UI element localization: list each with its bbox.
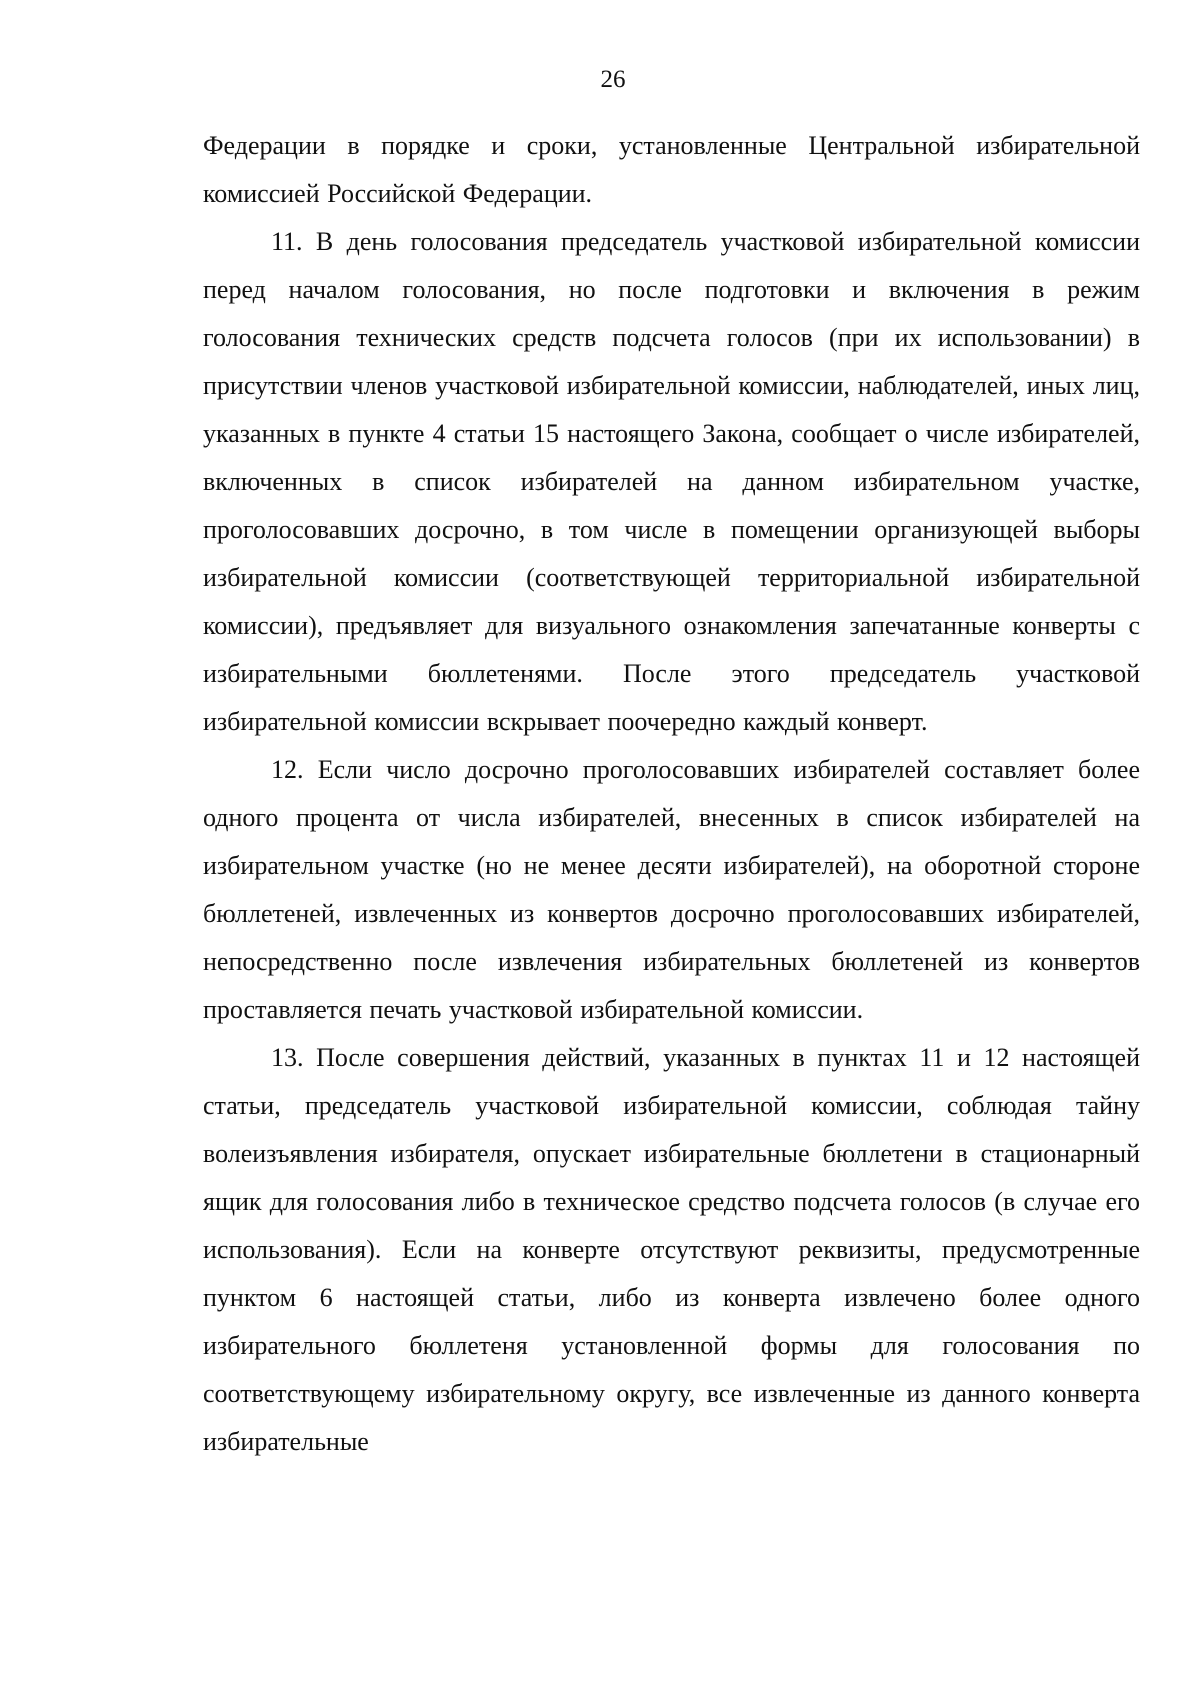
document-body: [203, 122, 1140, 1466]
paragraph-item-11: 11. В день голосования председатель участковой избирательной комиссии перед началом голосования, но после подготовки и включения в режим голосования технических средств подсчета голосов (при их использовании) в присутствии членов участковой избирательной комиссии, наблюдателей, иных лиц, указанных в пункте 4 статьи 15 настоящего Закона, сообщает о числе избирателей, включенных в список избирателей на данном избирательном участке, проголосовавших досрочно, в том числе в помещении организующей выборы избирательной комиссии (соответствующей территориальной избирательной комиссии), предъявляет для визуального ознакомления запечатанные конверты с избирательными бюллетенями. После этого председатель участковой избирательной комиссии вскрывает поочередно каждый конверт.: [203, 227, 1140, 736]
paragraph-item-13: 13. После совершения действий, указанных в пунктах 11 и 12 настоящей статьи, председатель участковой избирательной комиссии, соблюдая тайну волеизъявления избирателя, опускает избирательные бюллетени в стационарный ящик для голосования либо в техническое средство подсчета голосов (в случае его использования). Если на конверте отсутствуют реквизиты, предусмотренные пунктом 6 настоящей статьи, либо из конверта извлечено более одного избирательного бюллетеня установленной формы для голосования по соответствующему избирательному округу, все извлеченные из данного конверта избирательные: [203, 1043, 1140, 1456]
page-number: 26: [600, 66, 626, 93]
paragraph-item-12: 12. Если число досрочно проголосовавших избирателей составляет более одного процента от числа избирателей, внесенных в список избирателей на избирательном участке (но не менее десяти избирателей), на оборотной стороне бюллетеней, извлеченных из конвертов досрочно проголосовавших избирателей, непосредственно после извлечения избирательных бюллетеней из конвертов проставляется печать участковой избирательной комиссии.: [203, 755, 1140, 1024]
paragraph-continuation: Федерации в порядке и сроки, установленные Центральной избирательной комиссией Российской Федерации.: [203, 131, 1140, 208]
